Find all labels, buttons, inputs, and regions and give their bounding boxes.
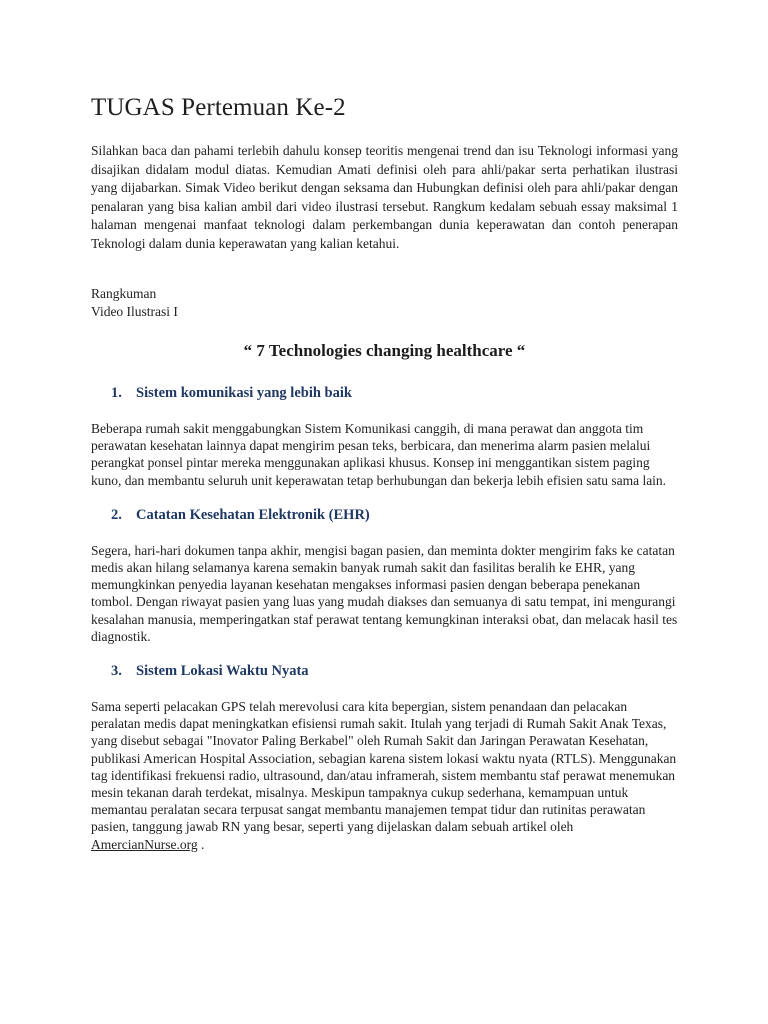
section-body: Beberapa rumah sakit menggabungkan Sistem Komunikasi canggih, di mana perawat dan anggota tim perawatan kesehatan lainnya dapat mengirim pesan teks, berbicara, dan menerima alarm pasien melalui perangkat ponsel pintar mereka menggunakan aplikasi khusus. Konsep ini menggantikan sistem paging kuno, dan membantu seluruh unit keperawatan tetap berhubungan dan bekerja lebih efisien satu sama lain. <box>91 421 667 488</box>
section-body: Segera, hari-hari dokumen tanpa akhir, mengisi bagan pasien, dan meminta dokter mengirim faks ke catatan medis akan hilang selamanya karena semakin banyak rumah sakit dan fasilitas beralih ke EHR, yang memungkinkan penyedia layanan kesehatan mengakses informasi pasien dengan beberapa penekanan tombol. Dengan riwayat pasien yang luas yang mudah diakses dan semuanya di satu tempat, ini mengurangi kesalahan manusia, memperingatkan staf perawat tentang kemungkinan interaksi obat, dan melacak hasil tes diagnostik. <box>91 542 678 644</box>
section-heading <box>91 663 678 680</box>
section-title: Catatan Kesehatan Elektronik (EHR) <box>136 506 370 523</box>
technologies-heading: “ 7 Technologies changing healthcare “ <box>243 341 526 360</box>
section-number: 2. <box>111 506 122 523</box>
section-1 <box>91 385 678 489</box>
section-heading <box>91 385 678 402</box>
section-number: 1. <box>111 385 122 401</box>
summary-label: Rangkuman <box>91 286 157 301</box>
video-label: Video Ilustrasi I <box>91 304 178 319</box>
section-body-end: . <box>197 836 205 852</box>
section-body-text: Sama seperti pelacakan GPS telah merevolusi cara kita bepergian, sistem penandaan dan pelacakan peralatan medis dapat meningkatkan efisiensi rumah sakit. Itulah yang terjadi di Rumah Sakit Anak Texas, yang disebut sebagai "Inovator Paling Berkabel" oleh Rumah Sakit dan Jaringan Perawatan Kesehatan, publikasi American Hospital Association, sebagian karena sistem lokasi waktu nyata (RTLS). Menggunakan tag identifikasi frekuensi radio, ultrasound, dan/atau inframerah, sistem membantu staf perawat menemukan mesin tekanan darah terdekat, misalnya. Meskipun tampaknya cukup sederhana, kemampuan untuk memantau peralatan secara terpusat sangat membantu manajemen tempat tidur dan rutinitas perawatan pasien, tanggung jawab RN yang besar, seperti yang dijelaskan dalam sebuah artikel oleh <box>91 699 677 835</box>
intro-paragraph: Silahkan baca dan pahami terlebih dahulu konsep teoritis mengenai trend dan isu Teknologi informasi yang disajikan didalam modul diatas. Kemudian Amati definisi oleh para ahli/pakar serta perhatikan ilustrasi yang dijabarkan. Simak Video berikut dengan seksama dan Hubungkan definisi oleh para ahli/pakar dengan penalaran yang bisa kalian ambil dari video ilustrasi tersebut. Rangkum kedalam sebuah essay maksimal 1 halaman mengenai manfaat teknologi dalam perkembangan dunia keperawatan dan contoh penerapan Teknologi dalam dunia keperawatan yang kalian ketahui. <box>91 143 678 251</box>
section-title: Sistem Lokasi Waktu Nyata <box>136 663 309 680</box>
section-3 <box>91 663 678 853</box>
section-2 <box>91 507 678 645</box>
section-heading <box>91 507 678 524</box>
section-body <box>91 698 678 853</box>
summary-labels <box>91 285 678 321</box>
section-title: Sistem komunikasi yang lebih baik <box>136 385 352 401</box>
document-title: TUGAS Pertemuan Ke-2 <box>91 94 346 121</box>
section-number: 3. <box>111 663 122 680</box>
source-link[interactable]: AmercianNurse.org <box>91 836 198 852</box>
